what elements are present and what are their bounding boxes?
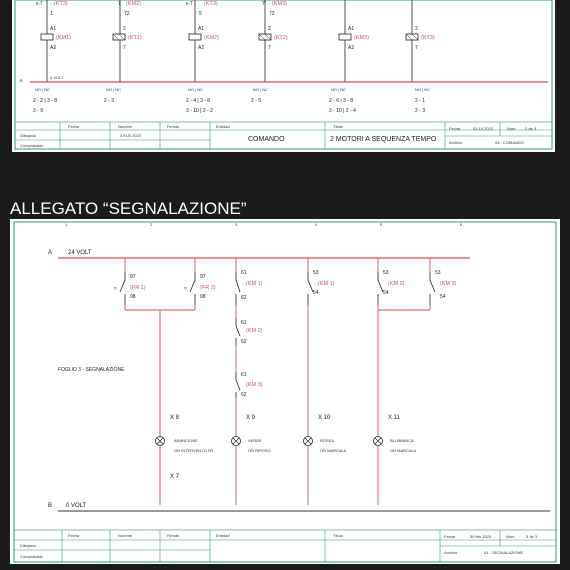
coil-tag: (KM3) (354, 35, 369, 41)
contact-km3b-tag: (KM 3) (246, 382, 263, 388)
ref-line-2: 2 - 3 (415, 108, 426, 114)
tb-fecha-value: 3 ELB 2023 (120, 133, 141, 138)
coil-a1: 2 (123, 26, 126, 32)
contact-km1a-bottom: 62 (241, 295, 247, 301)
tb-fecha2-value: 03.10.2023 (473, 126, 494, 131)
contact-fr2-tag: (FR 2) (200, 285, 216, 291)
contact-fr2-top: 97 (200, 274, 206, 280)
ref-line-2: 3 - 9 (33, 108, 44, 114)
tb-nombre-header: Nombre (118, 124, 133, 129)
ref-line-1: 2 - 3 (104, 98, 115, 104)
coil-a1: A1 (348, 26, 355, 32)
ref-contacts-header: NO | NC (106, 87, 122, 92)
ref-contacts-header: NO | NC (188, 87, 204, 92)
coil-tag: (KT3) (421, 35, 435, 41)
coil-km2-symbol (189, 34, 201, 40)
coil-a1: A1 (50, 26, 57, 32)
lamp-desc: ON RIPOSO (248, 448, 271, 453)
contact-km2b-top: 61 (241, 320, 247, 326)
contact-fr2-bottom: 98 (200, 294, 206, 300)
ref-contacts-header: NO | NC (331, 87, 347, 92)
contact-symbol: 7 (118, 1, 121, 7)
ruler-mark: 4 (315, 222, 318, 227)
coil-a2: A2 (198, 45, 205, 51)
ref-line-1: 2 - 5 (251, 98, 262, 104)
lamp-color: BLU/BIANCA (390, 438, 414, 443)
rail-letter: B (20, 78, 23, 83)
contact-fr1-top: 97 (130, 274, 136, 280)
wire-label-x10: X 10 (318, 415, 331, 421)
ruler-mark: 1 (65, 222, 68, 227)
ruler-mark: 5 (380, 222, 383, 227)
tb-archivo-header: Archivo (444, 550, 458, 555)
tb-num-value: 3 de 3 (526, 534, 538, 539)
contact-km3b-bottom: 62 (241, 392, 247, 398)
rail-label: 0 VOLT (50, 75, 64, 80)
contact-km1a-top: 61 (241, 270, 247, 276)
coil-kt1-symbol (113, 34, 125, 40)
tb-titulo-header: Título (333, 124, 344, 129)
contact-fr1-bottom: 98 (130, 294, 136, 300)
foglio-label: FOGLIO 3 - SEGNALAZIONE (58, 367, 125, 373)
wire-label-x11: X 11 (388, 415, 400, 421)
contact-number: 72 (124, 11, 130, 17)
ref-contacts-header: NO | NC (253, 87, 269, 92)
tb-num-header: Núm (507, 126, 516, 131)
coil-a2: 7 (268, 45, 271, 51)
tb-fecha-header: Fecha (68, 124, 80, 129)
tb-firmas-header: Firmas (167, 533, 180, 538)
coil-a1: A1 (198, 26, 205, 32)
tb-archivo-value: 04 - SEGNALAZIONE (484, 550, 524, 555)
tb-fecha2-header: Fecha (449, 126, 461, 131)
tb-fecha2-value: 30 feb 2023 (470, 534, 492, 539)
tb-firmas-header: Firmas (167, 124, 180, 129)
rail-b-label: 0 VOLT (66, 503, 87, 509)
contact-fr1-mark: ≈ (114, 286, 117, 292)
contact-km2-tag: (KM 2) (388, 281, 405, 287)
tb-comando: COMANDO (248, 136, 285, 143)
tb-entidad-header: Entidad (216, 533, 230, 538)
tb-nombre-header: Nombre (118, 533, 133, 538)
comando-sheet (12, 0, 555, 152)
coil-km1-symbol (41, 34, 53, 40)
tb-num-header: Núm (506, 534, 515, 539)
lamp-desc: ON MARCIA A (390, 448, 417, 453)
coil-a2: A2 (50, 45, 57, 51)
ref-line-1: 2 - 6 | 3 - 8 (329, 98, 354, 104)
contact-km1b-tag: (KM 1) (318, 281, 335, 287)
coil-tag: (KM1) (56, 35, 71, 41)
tb-entidad-header: Entidad (216, 124, 230, 129)
contact-symbol: ε-7 (186, 1, 193, 7)
lamp-desc: ON INTERVENTO FR (174, 448, 214, 453)
wire-label-x7: X 7 (170, 474, 180, 480)
wire-label-x8: X 8 (170, 415, 180, 421)
contact-km3-top: 53 (435, 270, 441, 276)
coil-tag: (KT1) (128, 35, 142, 41)
coil-kt3-symbol (406, 34, 418, 40)
contact-tag: (KM3) (272, 1, 287, 7)
ref-line-1: 2 - 4 | 3 - 8 (186, 98, 211, 104)
lamp-color: VERDE (248, 438, 262, 443)
section-title: ALLEGATO “SEGNALAZIONE” (10, 199, 247, 218)
contact-number: 1 (50, 11, 53, 17)
tb-comprobado: Comprobado (20, 554, 44, 559)
contact-fr2-mark: ≈ (184, 286, 187, 292)
contact-km1a-tag: (KM 1) (246, 281, 263, 287)
coil-a2: 7 (415, 45, 418, 51)
contact-number: 5 (199, 11, 202, 17)
ruler-mark: 6 (460, 222, 463, 227)
ruler-mark: 2 (150, 222, 153, 227)
rail-a-label: 24 VOLT (68, 250, 92, 256)
coil-a1: 2 (268, 26, 271, 32)
ref-contacts-header: NO | NC (415, 87, 431, 92)
tb-titulo: 2 MOTORI A SEQUENZA TEMPO (330, 136, 437, 143)
coil-kt2-symbol (259, 34, 271, 40)
ref-line-2: 3 - 10 | 2 - 2 (186, 108, 213, 114)
contact-fr1-tag: (FR 1) (130, 285, 146, 291)
tb-titulo-header: Título (333, 533, 344, 538)
contact-km2b-bottom: 62 (241, 339, 247, 345)
tb-archivo-header: Archivo (449, 140, 463, 145)
ruler-mark: 3 (235, 222, 238, 227)
tb-num-value: 2 de 3 (525, 126, 537, 131)
contact-km3-bottom: 54 (440, 294, 446, 300)
rail-b-letter: B (48, 503, 53, 509)
coil-tag: (KM2) (204, 35, 219, 41)
tb-comprobado: Comprobado (20, 143, 44, 148)
rail-a-letter: A (48, 250, 53, 256)
contact-symbol: ε-7 (36, 1, 43, 7)
tb-dibujado: Dibujado (20, 543, 36, 548)
contact-km3-tag: (KM 3) (440, 281, 457, 287)
coil-a2: 7 (123, 45, 126, 51)
coil-km3-symbol (339, 34, 351, 40)
lamp-color: ARANCIONE (174, 438, 198, 443)
contact-symbol: 7 (262, 1, 265, 7)
contact-tag: (KT3) (204, 1, 218, 7)
contact-km1b-top: 53 (313, 270, 319, 276)
contact-km1b-bottom: 54 (313, 290, 319, 296)
contact-km2-top: 53 (383, 270, 389, 276)
lamp-desc: ON MARCIA A (320, 448, 347, 453)
contact-tag: (KM2) (126, 1, 141, 7)
contact-number: 72 (269, 11, 275, 17)
ref-contacts-header: NO | NC (35, 87, 51, 92)
tb-archivo-value: 03 - COMANDO (495, 140, 524, 145)
ref-line-1: 2 - 2 | 3 - 8 (33, 98, 58, 104)
coil-a1: 2 (415, 26, 418, 32)
ref-line-2: 3 - 10 | 2 - 4 (329, 108, 356, 114)
tb-fecha2-header: Fecha (444, 534, 456, 539)
tb-dibujado: Dibujado (20, 133, 36, 138)
ref-line-1: 2 - 1 (415, 98, 426, 104)
contact-km2b-tag: (KM 2) (246, 328, 263, 334)
contact-tag: (KT3) (54, 1, 68, 7)
coil-a2: A2 (348, 45, 355, 51)
contact-km2-bottom: 54 (383, 290, 389, 296)
segnalazione-sheet-paper (10, 219, 560, 564)
coil-tag: (KT2) (274, 35, 288, 41)
contact-km3b-top: 61 (241, 372, 247, 378)
lamp-color: ROSSA (320, 438, 335, 443)
tb-fecha-header: Fecha (68, 533, 80, 538)
segnalazione-sheet (10, 219, 560, 564)
wire-label-x9: X 9 (246, 415, 256, 421)
